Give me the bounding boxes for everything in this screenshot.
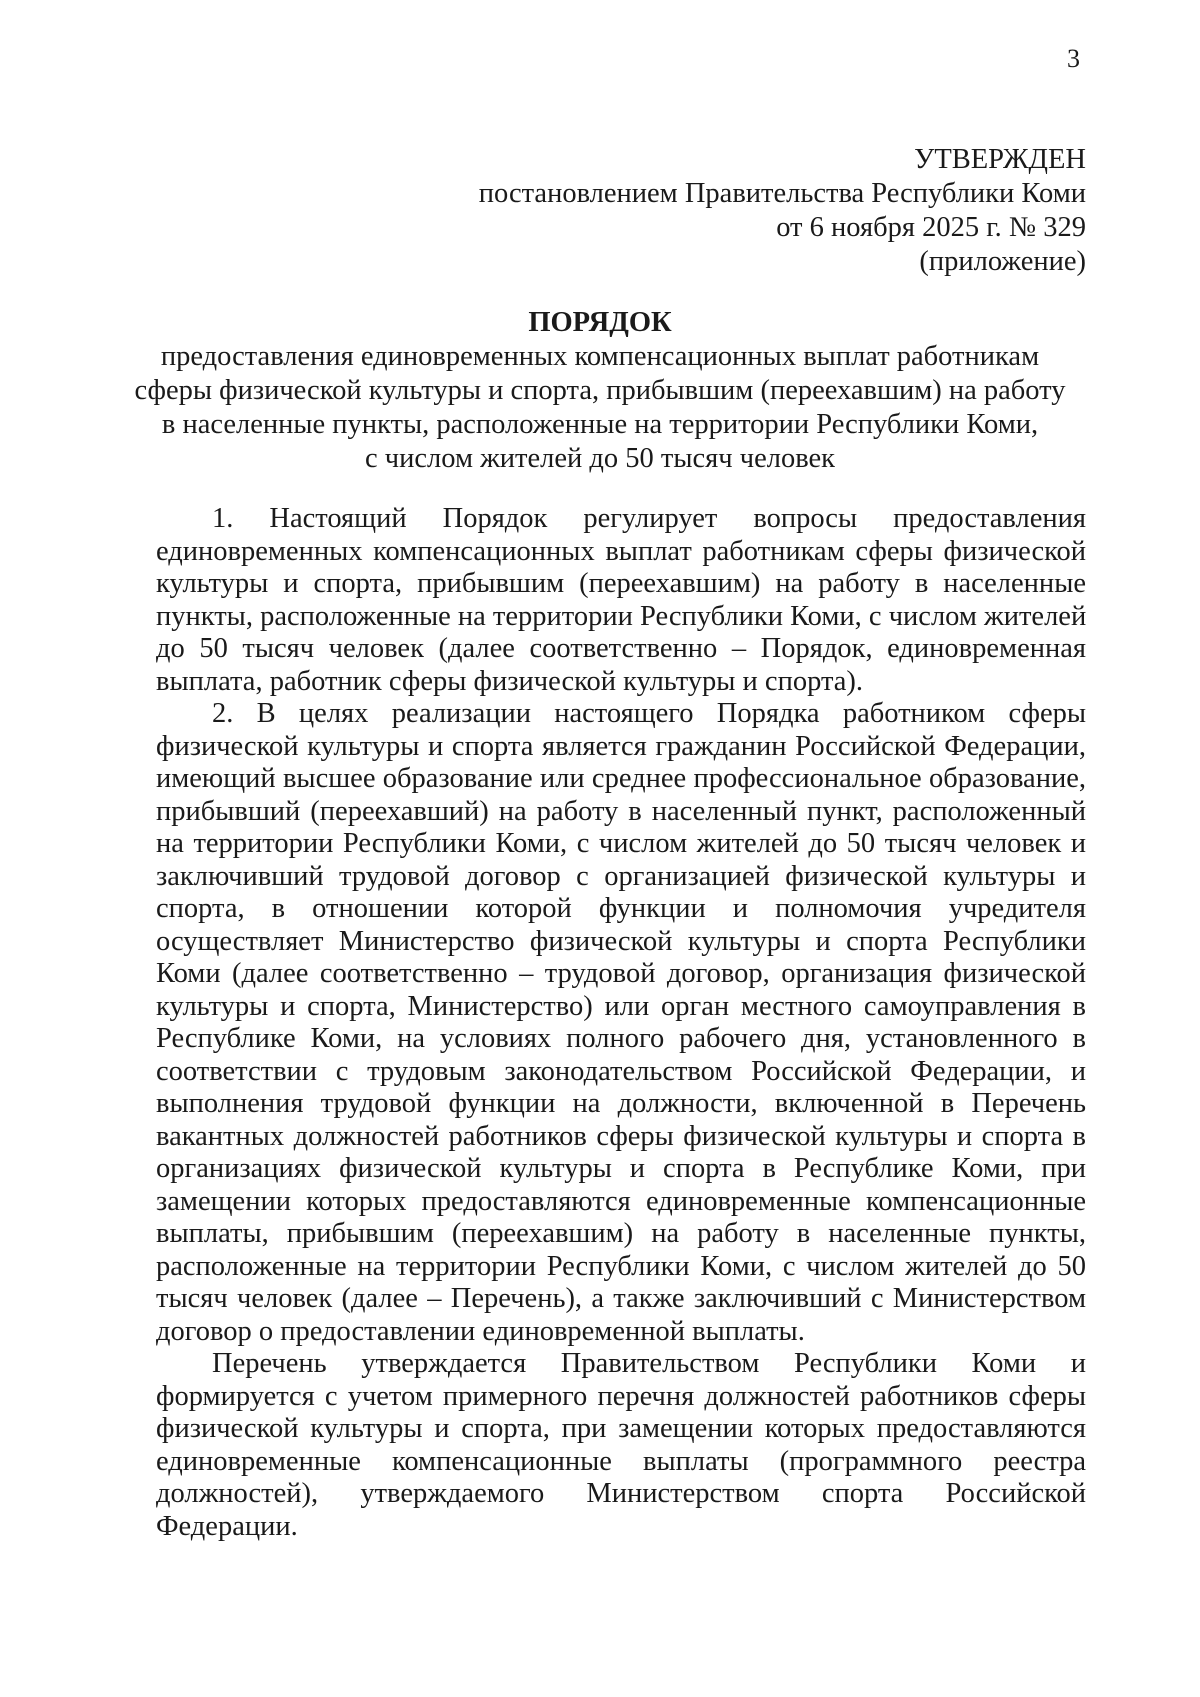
approval-stamp (479, 143, 1086, 279)
text-line: замещении которых предоставляются единовременные компенсационные (156, 1185, 1086, 1217)
text-line: выплаты, прибывшим (переехавшим) на работу в населенные пункты, (156, 1218, 1086, 1249)
text-line: единовременных компенсационных выплат работникам сферы физической (156, 535, 1086, 567)
approval-note: (приложение) (919, 246, 1086, 277)
text-line: формируется с учетом примерного перечня должностей работников сферы (156, 1380, 1086, 1412)
text-line: выплата, работник сферы физической культуры и спорта). (156, 665, 864, 697)
text-line: Республике Коми, на условиях полного рабочего дня, установленного в (156, 1023, 1086, 1054)
approval-issuer: постановлением Правительства Республики Коми (478, 178, 1086, 209)
text-line: Коми (далее соответственно – трудовой договор, организация физической (156, 958, 1086, 989)
text-line: соответствии с трудовым законодательством Российской Федерации, и (156, 1055, 1086, 1087)
text-line: физической культуры и спорта является гражданин Российской Федерации, (156, 730, 1086, 762)
text-line: имеющий высшее образование или среднее профессиональное образование, (156, 763, 1086, 794)
text-line: должностей), утверждаемого Министерством спорта Российской (156, 1478, 1086, 1509)
text-line: вакантных должностей работников сферы физической культуры и спорта в (156, 1120, 1086, 1152)
document-body (156, 503, 1086, 1543)
subtitle-line: с числом жителей до 50 тысяч человек (365, 443, 835, 474)
text-line: единовременные компенсационные выплаты (программного реестра (156, 1445, 1086, 1477)
text-line: договор о предоставлении единовременной выплаты. (156, 1315, 805, 1347)
text-line: осуществляет Министерство физической культуры и спорта Республики (156, 925, 1086, 957)
text-line: прибывший (переехавший) на работу в населенный пункт, расположенный (156, 795, 1086, 827)
text-line: Федерации. (156, 1510, 298, 1542)
text-line: заключивший трудовой договор с организацией физической культуры и (156, 860, 1086, 892)
text-line: 2. В целях реализации настоящего Порядка работником сферы (212, 698, 1086, 729)
paragraph-3 (156, 1348, 1086, 1543)
text-line: 1. Настоящий Порядок регулирует вопросы предоставления (212, 503, 1086, 534)
text-line: тысяч человек (далее – Перечень), а также заключивший с Министерством (156, 1283, 1086, 1314)
text-line: на территории Республики Коми, с числом жителей до 50 тысяч человек и (156, 828, 1086, 859)
paragraph-2 (156, 698, 1086, 1348)
document-title: ПОРЯДОК (528, 307, 672, 338)
text-line: культуры и спорта, Министерство) или орган местного самоуправления в (156, 990, 1086, 1022)
text-line: спорта, в отношении которой функции и полномочия учредителя (156, 893, 1086, 924)
text-line: пункты, расположенные на территории Республики Коми, с числом жителей (156, 600, 1087, 632)
page-number: 3 (1067, 44, 1080, 73)
subtitle-line: сферы физической культуры и спорта, прибывшим (переехавшим) на работу (134, 375, 1066, 406)
text-line: культуры и спорта, прибывшим (переехавшим) на работу в населенные (156, 568, 1086, 599)
approval-date-number: от 6 ноября 2025 г. № 329 (776, 212, 1086, 243)
text-line: до 50 тысяч человек (далее соответственно – Порядок, единовременная (156, 633, 1086, 664)
text-line: Перечень утверждается Правительством Республики Коми и (212, 1348, 1086, 1379)
subtitle-line: в населенные пункты, расположенные на территории Республики Коми, (161, 409, 1039, 440)
text-line: организациях физической культуры и спорта в Республике Коми, при (156, 1153, 1086, 1184)
text-line: выполнения трудовой функции на должности, включенной в Перечень (156, 1088, 1086, 1119)
text-line: физической культуры и спорта, при замещении которых предоставляются (156, 1413, 1086, 1444)
subtitle-line: предоставления единовременных компенсационных выплат работникам (160, 341, 1040, 372)
document-subtitle (0, 340, 1200, 476)
approval-heading: УТВЕРЖДЕН (914, 144, 1086, 175)
text-line: расположенные на территории Республики Коми, с числом жителей до 50 (156, 1250, 1086, 1282)
paragraph-1 (156, 503, 1086, 698)
